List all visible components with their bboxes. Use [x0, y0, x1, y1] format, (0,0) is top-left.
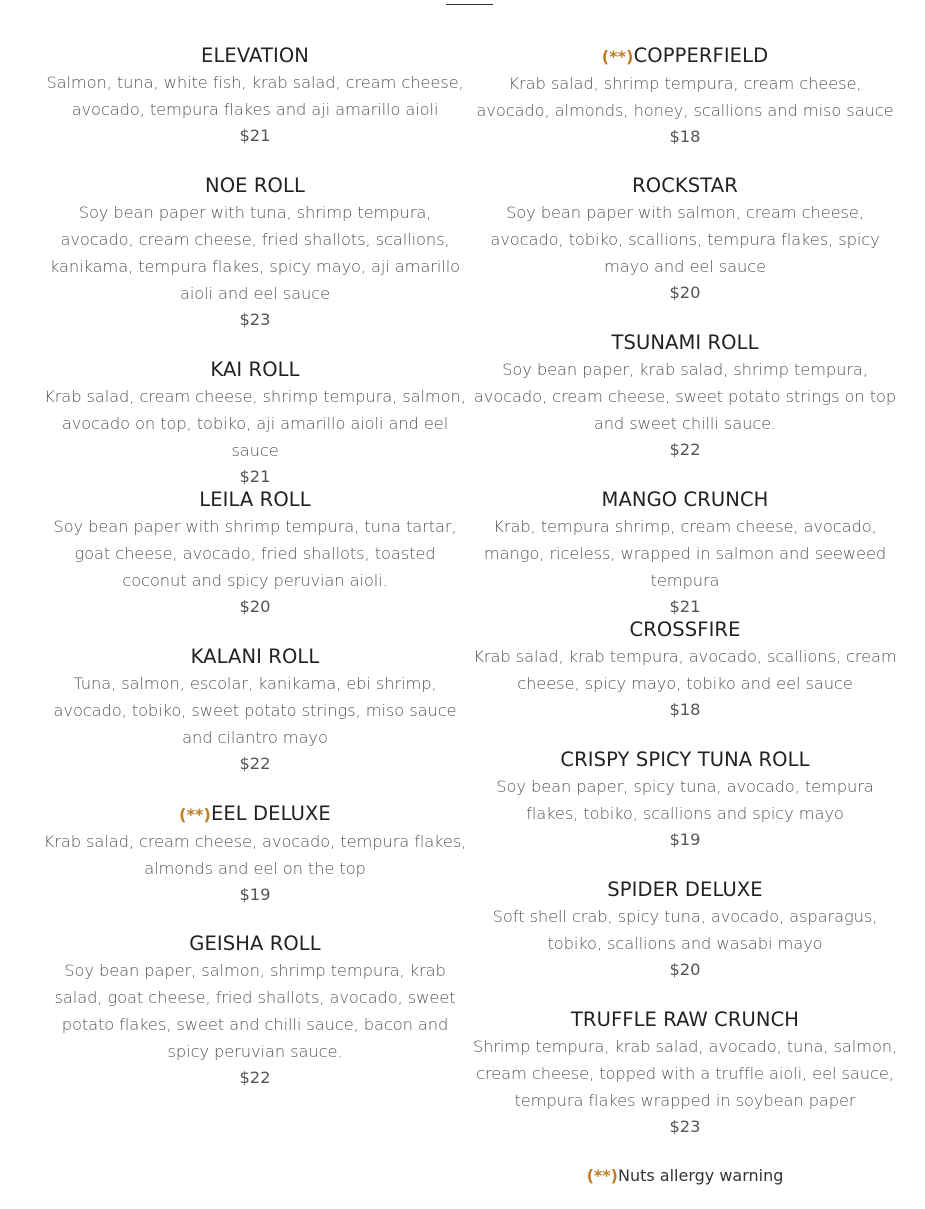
menu-item — [470, 1007, 900, 1140]
item-description: Soy bean paper with tuna, shrimp tempura, avocado, cream cheese, fried shallots, scallions, kanikama, tempura flakes, spicy mayo, aji amarillo aioli and eel sauce — [49, 203, 461, 303]
menu-item — [40, 173, 470, 333]
item-description: Shrimp tempura, krab salad, avocado, tuna, salmon, cream cheese, topped with a truffle aioli, eel sauce, tempura flakes wrapped in soybean paper — [472, 1037, 898, 1110]
menu-item — [470, 877, 900, 983]
item-price: $21 — [239, 126, 271, 145]
item-price: $18 — [669, 127, 701, 146]
item-description: Krab salad, cream cheese, shrimp tempura, salmon, avocado on top, tobiko, aji amarillo aioli and eel sauce — [44, 387, 466, 460]
item-description: Salmon, tuna, white fish, krab salad, cream cheese, avocado, tempura flakes and aji amarillo aioli — [46, 73, 464, 119]
nut-allergy-footnote — [470, 1166, 900, 1185]
menu-item — [470, 617, 900, 723]
item-name: CROSSFIRE — [629, 618, 741, 641]
item-description: Tuna, salmon, escolar, kanikama, ebi shrimp, avocado, tobiko, sweet potato strings, miso sauce and cilantro mayo — [53, 674, 457, 747]
item-price: $19 — [239, 885, 271, 904]
item-name: KAI ROLL — [210, 358, 300, 381]
item-price: $20 — [239, 597, 271, 616]
item-price: $18 — [669, 700, 701, 719]
menu-item — [40, 644, 470, 777]
item-description: Krab salad, cream cheese, avocado, tempura flakes, almonds and eel on the top — [43, 832, 467, 878]
item-name: TSUNAMI ROLL — [611, 331, 759, 354]
item-name: CRISPY SPICY TUNA ROLL — [560, 748, 810, 771]
item-price: $22 — [669, 440, 701, 459]
item-description: Krab, tempura shrimp, cream cheese, avocado, mango, riceless, wrapped in salmon and seeweed tempura — [483, 517, 887, 590]
item-price: $20 — [669, 283, 701, 302]
item-price: $19 — [669, 830, 701, 849]
item-name: KALANI ROLL — [190, 645, 320, 668]
item-price: $23 — [239, 310, 271, 329]
footnote-text: Nuts allergy warning — [617, 1166, 784, 1185]
menu-item — [470, 747, 900, 853]
item-description: Soy bean paper with salmon, cream cheese, avocado, tobiko, scallions, tempura flakes, spicy mayo and eel sauce — [490, 203, 880, 276]
nut-allergy-marker: (**) — [601, 47, 634, 66]
item-name: (**)COPPERFIELD — [601, 44, 769, 67]
item-name: NOE ROLL — [205, 174, 305, 197]
item-price: $22 — [239, 754, 271, 773]
item-name: MANGO CRUNCH — [601, 488, 769, 511]
menu-item — [40, 487, 470, 620]
item-description: Soft shell crab, spicy tuna, avocado, asparagus, tobiko, scallions and wasabi mayo — [492, 907, 878, 953]
menu-item — [470, 330, 900, 463]
item-description: Krab salad, krab tempura, avocado, scallions, cream cheese, spicy mayo, tobiko and eel sauce — [473, 647, 897, 693]
item-name: GEISHA ROLL — [189, 932, 321, 955]
item-name: ROCKSTAR — [632, 174, 738, 197]
item-price: $20 — [669, 960, 701, 979]
menu-item — [470, 43, 900, 150]
menu-item — [470, 487, 900, 620]
item-description: Soy bean paper, spicy tuna, avocado, tempura flakes, tobiko, scallions and spicy mayo — [496, 777, 874, 823]
menu-item — [40, 801, 470, 908]
menu-item — [40, 357, 470, 490]
item-name: SPIDER DELUXE — [607, 878, 763, 901]
item-description: Soy bean paper, krab salad, shrimp tempura, avocado, cream cheese, sweet potato strings on top and sweet chilli sauce. — [473, 360, 897, 433]
item-description: Soy bean paper with shrimp tempura, tuna tartar, goat cheese, avocado, fried shallots, toasted coconut and spicy peruvian aioli. — [53, 517, 457, 590]
nut-allergy-marker: (**) — [179, 805, 211, 824]
item-price: $21 — [239, 467, 271, 486]
item-name: TRUFFLE RAW CRUNCH — [570, 1008, 800, 1031]
menu-item — [470, 173, 900, 306]
item-description: Krab salad, shrimp tempura, cream cheese, avocado, almonds, honey, scallions and miso sauce — [476, 74, 894, 120]
top-divider — [446, 4, 493, 5]
menu-item — [40, 43, 470, 149]
item-name: (**)EEL DELUXE — [179, 802, 331, 825]
item-name: LEILA ROLL — [199, 488, 311, 511]
item-description: Soy bean paper, salmon, shrimp tempura, krab salad, goat cheese, fried shallots, avocado, sweet potato flakes, sweet and chilli sauce, bacon and spicy peruvian sauce. — [54, 961, 456, 1061]
menu-item — [40, 931, 470, 1091]
item-price: $22 — [239, 1068, 271, 1087]
item-price: $23 — [669, 1117, 701, 1136]
nut-allergy-marker: (**) — [586, 1166, 618, 1185]
item-name: ELEVATION — [201, 44, 309, 67]
item-price: $21 — [669, 597, 701, 616]
